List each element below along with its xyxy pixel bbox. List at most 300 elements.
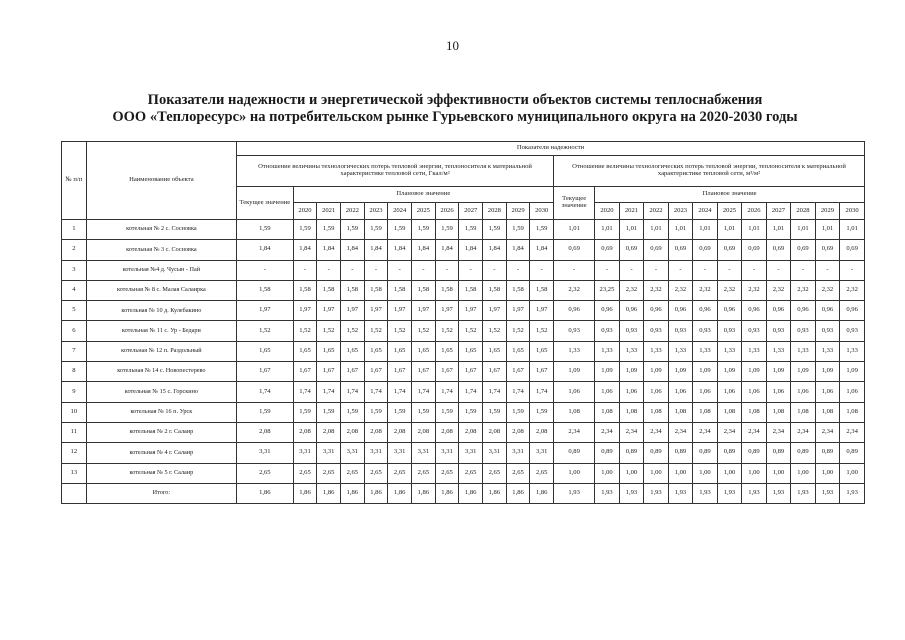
planned-value-heat: 3,31: [317, 443, 341, 463]
planned-value-water: 0,89: [742, 443, 767, 463]
total-planned-water: 1,93: [791, 483, 816, 503]
planned-value-heat: 1,52: [317, 321, 341, 341]
planned-value-heat: 1,65: [293, 341, 317, 361]
current-value-water: 1,00: [554, 463, 595, 483]
current-value-water: 0,89: [554, 443, 595, 463]
planned-value-water: 1,33: [840, 341, 865, 361]
planned-value-water: 1,33: [693, 341, 718, 361]
row-number: 2: [62, 240, 87, 260]
planned-value-heat: 1,65: [506, 341, 530, 361]
header-planned-heat: Плановое значение: [293, 187, 553, 203]
planned-value-heat: 1,84: [412, 240, 436, 260]
object-name: котельная № 5 г. Салаир: [86, 463, 236, 483]
current-value-heat: 1,74: [237, 382, 294, 402]
planned-value-heat: 1,52: [293, 321, 317, 341]
planned-value-water: 2,32: [791, 280, 816, 300]
planned-value-heat: 1,52: [459, 321, 483, 341]
planned-value-water: -: [644, 260, 669, 280]
planned-value-heat: 1,65: [341, 341, 365, 361]
header-planned-water: Плановое значение: [595, 187, 865, 203]
planned-value-water: 0,93: [840, 321, 865, 341]
planned-value-water: -: [717, 260, 742, 280]
table-row: [62, 362, 865, 382]
planned-value-water: 1,08: [644, 402, 669, 422]
planned-value-heat: 1,67: [317, 362, 341, 382]
planned-value-heat: 1,74: [364, 382, 388, 402]
planned-value-water: 2,34: [668, 422, 693, 442]
planned-value-heat: 1,84: [341, 240, 365, 260]
planned-value-water: 1,01: [668, 220, 693, 240]
planned-value-water: 0,96: [840, 301, 865, 321]
object-name: котельная № 16 п. Урск: [86, 402, 236, 422]
row-number: 10: [62, 402, 87, 422]
planned-value-water: 1,09: [717, 362, 742, 382]
planned-value-heat: 1,52: [530, 321, 554, 341]
table-row: [62, 443, 865, 463]
planned-value-water: 23,25: [595, 280, 620, 300]
planned-value-water: 0,69: [595, 240, 620, 260]
planned-value-heat: 1,59: [459, 402, 483, 422]
planned-value-water: 0,93: [766, 321, 791, 341]
planned-value-water: -: [619, 260, 644, 280]
planned-value-heat: 1,59: [435, 402, 459, 422]
planned-value-heat: 1,84: [506, 240, 530, 260]
total-planned-heat: 1,86: [317, 483, 341, 503]
planned-value-water: 1,01: [766, 220, 791, 240]
header-current-water: Текущее значение: [554, 187, 595, 220]
planned-value-water: 0,96: [717, 301, 742, 321]
planned-value-heat: 1,97: [364, 301, 388, 321]
planned-value-water: 1,01: [595, 220, 620, 240]
planned-value-water: 1,00: [791, 463, 816, 483]
total-planned-water: 1,93: [644, 483, 669, 503]
current-value-water: 0,69: [554, 240, 595, 260]
planned-value-heat: 2,65: [530, 463, 554, 483]
current-value-heat: 1,84: [237, 240, 294, 260]
planned-value-water: 2,34: [644, 422, 669, 442]
planned-value-heat: -: [364, 260, 388, 280]
planned-value-heat: 1,58: [293, 280, 317, 300]
planned-value-water: 2,32: [766, 280, 791, 300]
year-header-water: 2021: [619, 203, 644, 220]
year-header-water: 2029: [815, 203, 840, 220]
planned-value-heat: 1,74: [530, 382, 554, 402]
planned-value-water: 0,69: [742, 240, 767, 260]
planned-value-water: 0,69: [619, 240, 644, 260]
planned-value-heat: 1,52: [364, 321, 388, 341]
planned-value-water: 1,06: [619, 382, 644, 402]
planned-value-heat: 1,58: [459, 280, 483, 300]
total-planned-water: 1,93: [595, 483, 620, 503]
planned-value-water: 2,32: [815, 280, 840, 300]
current-value-heat: 2,08: [237, 422, 294, 442]
row-number: 7: [62, 341, 87, 361]
year-header-heat: 2030: [530, 203, 554, 220]
planned-value-heat: 1,65: [388, 341, 412, 361]
planned-value-heat: 2,08: [412, 422, 436, 442]
total-current-heat: 1,86: [237, 483, 294, 503]
row-number: 3: [62, 260, 87, 280]
current-value-water: 1,08: [554, 402, 595, 422]
planned-value-water: 2,34: [717, 422, 742, 442]
planned-value-heat: 1,97: [412, 301, 436, 321]
planned-value-heat: 3,31: [530, 443, 554, 463]
planned-value-water: 0,69: [717, 240, 742, 260]
total-planned-water: 1,93: [693, 483, 718, 503]
planned-value-water: 1,01: [644, 220, 669, 240]
planned-value-water: 2,32: [717, 280, 742, 300]
planned-value-heat: 2,08: [483, 422, 507, 442]
planned-value-water: 1,06: [766, 382, 791, 402]
planned-value-heat: -: [506, 260, 530, 280]
year-header-water: 2020: [595, 203, 620, 220]
page-number: 10: [446, 38, 459, 53]
planned-value-heat: 1,59: [293, 402, 317, 422]
planned-value-water: 1,08: [693, 402, 718, 422]
planned-value-water: 2,34: [791, 422, 816, 442]
planned-value-water: 1,33: [644, 341, 669, 361]
object-name: котельная № 3 с. Сосновка: [86, 240, 236, 260]
current-value-water: 0,93: [554, 321, 595, 341]
object-name: котельная № 14 с. Новопестерево: [86, 362, 236, 382]
planned-value-water: 1,09: [791, 362, 816, 382]
header-name: Наименование объекта: [86, 142, 236, 220]
planned-value-heat: 2,08: [364, 422, 388, 442]
planned-value-water: -: [742, 260, 767, 280]
planned-value-water: -: [791, 260, 816, 280]
planned-value-heat: 1,59: [293, 220, 317, 240]
planned-value-heat: 1,74: [293, 382, 317, 402]
total-planned-water: 1,93: [815, 483, 840, 503]
planned-value-heat: 2,08: [459, 422, 483, 442]
table-row: [62, 240, 865, 260]
planned-value-heat: 2,65: [341, 463, 365, 483]
planned-value-heat: 1,97: [506, 301, 530, 321]
planned-value-heat: -: [483, 260, 507, 280]
total-planned-water: 1,93: [742, 483, 767, 503]
planned-value-water: 1,01: [693, 220, 718, 240]
planned-value-water: 2,34: [815, 422, 840, 442]
total-number-cell: [62, 483, 87, 503]
planned-value-water: 0,96: [791, 301, 816, 321]
planned-value-heat: 1,97: [435, 301, 459, 321]
total-planned-water: 1,93: [668, 483, 693, 503]
title-line-1: Показатели надежности и энергетической эффективности объектов системы теплоснабжения: [147, 92, 763, 108]
planned-value-water: 1,33: [595, 341, 620, 361]
planned-value-heat: 1,59: [435, 220, 459, 240]
planned-value-heat: 2,08: [530, 422, 554, 442]
planned-value-heat: 2,65: [317, 463, 341, 483]
planned-value-water: -: [840, 260, 865, 280]
planned-value-heat: 1,59: [412, 402, 436, 422]
planned-value-heat: -: [412, 260, 436, 280]
planned-value-heat: -: [459, 260, 483, 280]
year-header-heat: 2026: [435, 203, 459, 220]
planned-value-heat: 1,65: [364, 341, 388, 361]
planned-value-water: 0,69: [840, 240, 865, 260]
planned-value-water: 0,96: [766, 301, 791, 321]
total-planned-water: 1,93: [840, 483, 865, 503]
planned-value-heat: 1,74: [412, 382, 436, 402]
total-current-water: 1,93: [554, 483, 595, 503]
planned-value-heat: 1,52: [341, 321, 365, 341]
table-row: [62, 301, 865, 321]
planned-value-water: 2,32: [644, 280, 669, 300]
planned-value-heat: 2,65: [293, 463, 317, 483]
planned-value-water: 0,96: [668, 301, 693, 321]
row-number: 1: [62, 220, 87, 240]
planned-value-water: 1,09: [766, 362, 791, 382]
year-header-water: 2027: [766, 203, 791, 220]
planned-value-water: 2,34: [619, 422, 644, 442]
planned-value-heat: 1,67: [530, 362, 554, 382]
planned-value-water: 0,89: [619, 443, 644, 463]
total-planned-water: 1,93: [619, 483, 644, 503]
planned-value-heat: 3,31: [388, 443, 412, 463]
planned-value-water: -: [668, 260, 693, 280]
total-planned-heat: 1,86: [435, 483, 459, 503]
planned-value-heat: 1,84: [435, 240, 459, 260]
planned-value-heat: -: [388, 260, 412, 280]
planned-value-water: 1,06: [693, 382, 718, 402]
planned-value-heat: 1,52: [506, 321, 530, 341]
planned-value-water: 1,00: [619, 463, 644, 483]
planned-value-water: 1,09: [840, 362, 865, 382]
planned-value-heat: -: [317, 260, 341, 280]
planned-value-water: 1,33: [815, 341, 840, 361]
planned-value-water: 1,33: [668, 341, 693, 361]
year-header-heat: 2025: [412, 203, 436, 220]
planned-value-water: 1,33: [742, 341, 767, 361]
document-title: [60, 92, 850, 126]
planned-value-water: -: [595, 260, 620, 280]
planned-value-heat: 1,67: [341, 362, 365, 382]
planned-value-water: 1,33: [766, 341, 791, 361]
planned-value-heat: 3,31: [506, 443, 530, 463]
total-planned-heat: 1,86: [388, 483, 412, 503]
planned-value-heat: 1,84: [483, 240, 507, 260]
total-planned-heat: 1,86: [412, 483, 436, 503]
planned-value-heat: 1,67: [459, 362, 483, 382]
object-name: котельная № 2 г. Салаир: [86, 422, 236, 442]
planned-value-heat: 1,74: [341, 382, 365, 402]
planned-value-heat: 1,74: [483, 382, 507, 402]
planned-value-water: 2,34: [595, 422, 620, 442]
planned-value-heat: 1,84: [388, 240, 412, 260]
current-value-water: 1,01: [554, 220, 595, 240]
planned-value-water: 0,69: [791, 240, 816, 260]
year-header-water: 2026: [742, 203, 767, 220]
total-planned-heat: 1,86: [506, 483, 530, 503]
planned-value-water: 2,32: [693, 280, 718, 300]
planned-value-water: 0,93: [595, 321, 620, 341]
year-header-water: 2030: [840, 203, 865, 220]
planned-value-heat: 1,58: [483, 280, 507, 300]
header-group-heat: Отношение величины технологических потерь тепловой энергии, теплоносителя к материальной характеристике тепловой сети, Гкал/м²: [237, 156, 554, 187]
planned-value-water: 0,93: [644, 321, 669, 341]
planned-value-water: 1,08: [595, 402, 620, 422]
year-header-water: 2022: [644, 203, 669, 220]
title-line-2: ООО «Теплоресурс» на потребительском рынке Гурьевского муниципального округа на 2020-2030 годы: [112, 109, 798, 125]
table-row: [62, 260, 865, 280]
header-current-heat: Текущее значение: [237, 187, 294, 220]
planned-value-heat: 1,84: [530, 240, 554, 260]
current-value-heat: 2,65: [237, 463, 294, 483]
total-planned-water: 1,93: [717, 483, 742, 503]
planned-value-water: 0,93: [717, 321, 742, 341]
object-name: котельная № 4 г. Салаир: [86, 443, 236, 463]
table-row: [62, 402, 865, 422]
planned-value-heat: 1,58: [530, 280, 554, 300]
object-name: котельная № 10 д. Кулебакино: [86, 301, 236, 321]
planned-value-water: 2,32: [840, 280, 865, 300]
planned-value-water: 1,08: [766, 402, 791, 422]
planned-value-water: 1,01: [791, 220, 816, 240]
planned-value-heat: 1,59: [364, 402, 388, 422]
current-value-heat: 1,58: [237, 280, 294, 300]
planned-value-heat: 2,65: [388, 463, 412, 483]
year-header-heat: 2020: [293, 203, 317, 220]
planned-value-water: 2,34: [766, 422, 791, 442]
planned-value-heat: 1,97: [459, 301, 483, 321]
row-number: 13: [62, 463, 87, 483]
planned-value-heat: 3,31: [341, 443, 365, 463]
planned-value-water: 1,00: [644, 463, 669, 483]
current-value-water: 2,34: [554, 422, 595, 442]
planned-value-heat: -: [293, 260, 317, 280]
planned-value-water: 0,96: [644, 301, 669, 321]
table-row: [62, 280, 865, 300]
total-planned-heat: 1,86: [293, 483, 317, 503]
planned-value-water: 1,09: [619, 362, 644, 382]
reliability-table: [61, 141, 865, 504]
planned-value-heat: 1,67: [506, 362, 530, 382]
planned-value-water: 1,01: [619, 220, 644, 240]
planned-value-heat: 1,52: [388, 321, 412, 341]
year-header-heat: 2029: [506, 203, 530, 220]
planned-value-heat: 1,59: [341, 220, 365, 240]
planned-value-heat: 1,59: [506, 220, 530, 240]
planned-value-water: 1,06: [668, 382, 693, 402]
header-num: № п/п: [62, 142, 87, 220]
planned-value-heat: 1,65: [483, 341, 507, 361]
planned-value-heat: 2,65: [483, 463, 507, 483]
planned-value-water: 0,89: [840, 443, 865, 463]
planned-value-water: 1,08: [668, 402, 693, 422]
planned-value-water: 1,06: [742, 382, 767, 402]
year-header-heat: 2023: [364, 203, 388, 220]
planned-value-water: 1,09: [668, 362, 693, 382]
total-planned-heat: 1,86: [364, 483, 388, 503]
table-row: [62, 341, 865, 361]
planned-value-heat: 3,31: [412, 443, 436, 463]
planned-value-heat: 2,65: [506, 463, 530, 483]
planned-value-heat: 1,65: [530, 341, 554, 361]
year-header-heat: 2024: [388, 203, 412, 220]
planned-value-water: -: [693, 260, 718, 280]
planned-value-heat: 1,59: [364, 220, 388, 240]
planned-value-water: 0,96: [815, 301, 840, 321]
planned-value-water: 1,06: [595, 382, 620, 402]
planned-value-water: 1,06: [644, 382, 669, 402]
planned-value-water: 0,89: [791, 443, 816, 463]
table-row: [62, 463, 865, 483]
planned-value-water: 0,93: [693, 321, 718, 341]
planned-value-water: 0,89: [668, 443, 693, 463]
planned-value-heat: 1,59: [388, 220, 412, 240]
planned-value-heat: 1,65: [459, 341, 483, 361]
year-header-heat: 2027: [459, 203, 483, 220]
planned-value-water: 1,00: [693, 463, 718, 483]
planned-value-water: 0,89: [766, 443, 791, 463]
planned-value-water: 0,93: [791, 321, 816, 341]
planned-value-water: 2,34: [742, 422, 767, 442]
planned-value-water: 1,08: [619, 402, 644, 422]
planned-value-water: 1,09: [742, 362, 767, 382]
planned-value-heat: 1,65: [435, 341, 459, 361]
planned-value-water: 0,89: [815, 443, 840, 463]
planned-value-heat: 1,59: [317, 402, 341, 422]
planned-value-heat: 1,58: [341, 280, 365, 300]
total-row: [62, 483, 865, 503]
planned-value-heat: -: [530, 260, 554, 280]
planned-value-heat: 2,65: [459, 463, 483, 483]
planned-value-water: 1,09: [595, 362, 620, 382]
planned-value-water: 2,32: [742, 280, 767, 300]
current-value-heat: 1,97: [237, 301, 294, 321]
planned-value-water: 1,00: [815, 463, 840, 483]
planned-value-heat: 1,84: [293, 240, 317, 260]
planned-value-heat: 1,59: [412, 220, 436, 240]
year-header-water: 2023: [668, 203, 693, 220]
planned-value-heat: 2,65: [364, 463, 388, 483]
planned-value-water: 1,33: [717, 341, 742, 361]
planned-value-heat: 2,65: [435, 463, 459, 483]
current-value-heat: -: [237, 260, 294, 280]
current-value-heat: 1,59: [237, 402, 294, 422]
planned-value-water: 1,01: [717, 220, 742, 240]
table-row: [62, 220, 865, 240]
planned-value-water: 1,33: [619, 341, 644, 361]
planned-value-water: 1,33: [791, 341, 816, 361]
total-label: Итого:: [86, 483, 236, 503]
planned-value-heat: 1,59: [530, 402, 554, 422]
planned-value-water: 0,69: [644, 240, 669, 260]
current-value-heat: 3,31: [237, 443, 294, 463]
planned-value-heat: 3,31: [293, 443, 317, 463]
planned-value-water: 0,69: [766, 240, 791, 260]
planned-value-water: 0,96: [693, 301, 718, 321]
planned-value-water: 1,09: [644, 362, 669, 382]
planned-value-water: 1,06: [840, 382, 865, 402]
planned-value-heat: 1,58: [317, 280, 341, 300]
planned-value-heat: 1,97: [483, 301, 507, 321]
planned-value-heat: 1,74: [459, 382, 483, 402]
planned-value-heat: -: [435, 260, 459, 280]
current-value-heat: 1,67: [237, 362, 294, 382]
total-planned-heat: 1,86: [459, 483, 483, 503]
table-row: [62, 382, 865, 402]
planned-value-water: 0,89: [693, 443, 718, 463]
current-value-water: -: [554, 260, 595, 280]
object-name: котельная № 2 с. Сосновка: [86, 220, 236, 240]
planned-value-water: 0,69: [815, 240, 840, 260]
planned-value-water: 1,08: [742, 402, 767, 422]
year-header-heat: 2022: [341, 203, 365, 220]
current-value-water: 1,33: [554, 341, 595, 361]
planned-value-water: 1,00: [840, 463, 865, 483]
row-number: 11: [62, 422, 87, 442]
